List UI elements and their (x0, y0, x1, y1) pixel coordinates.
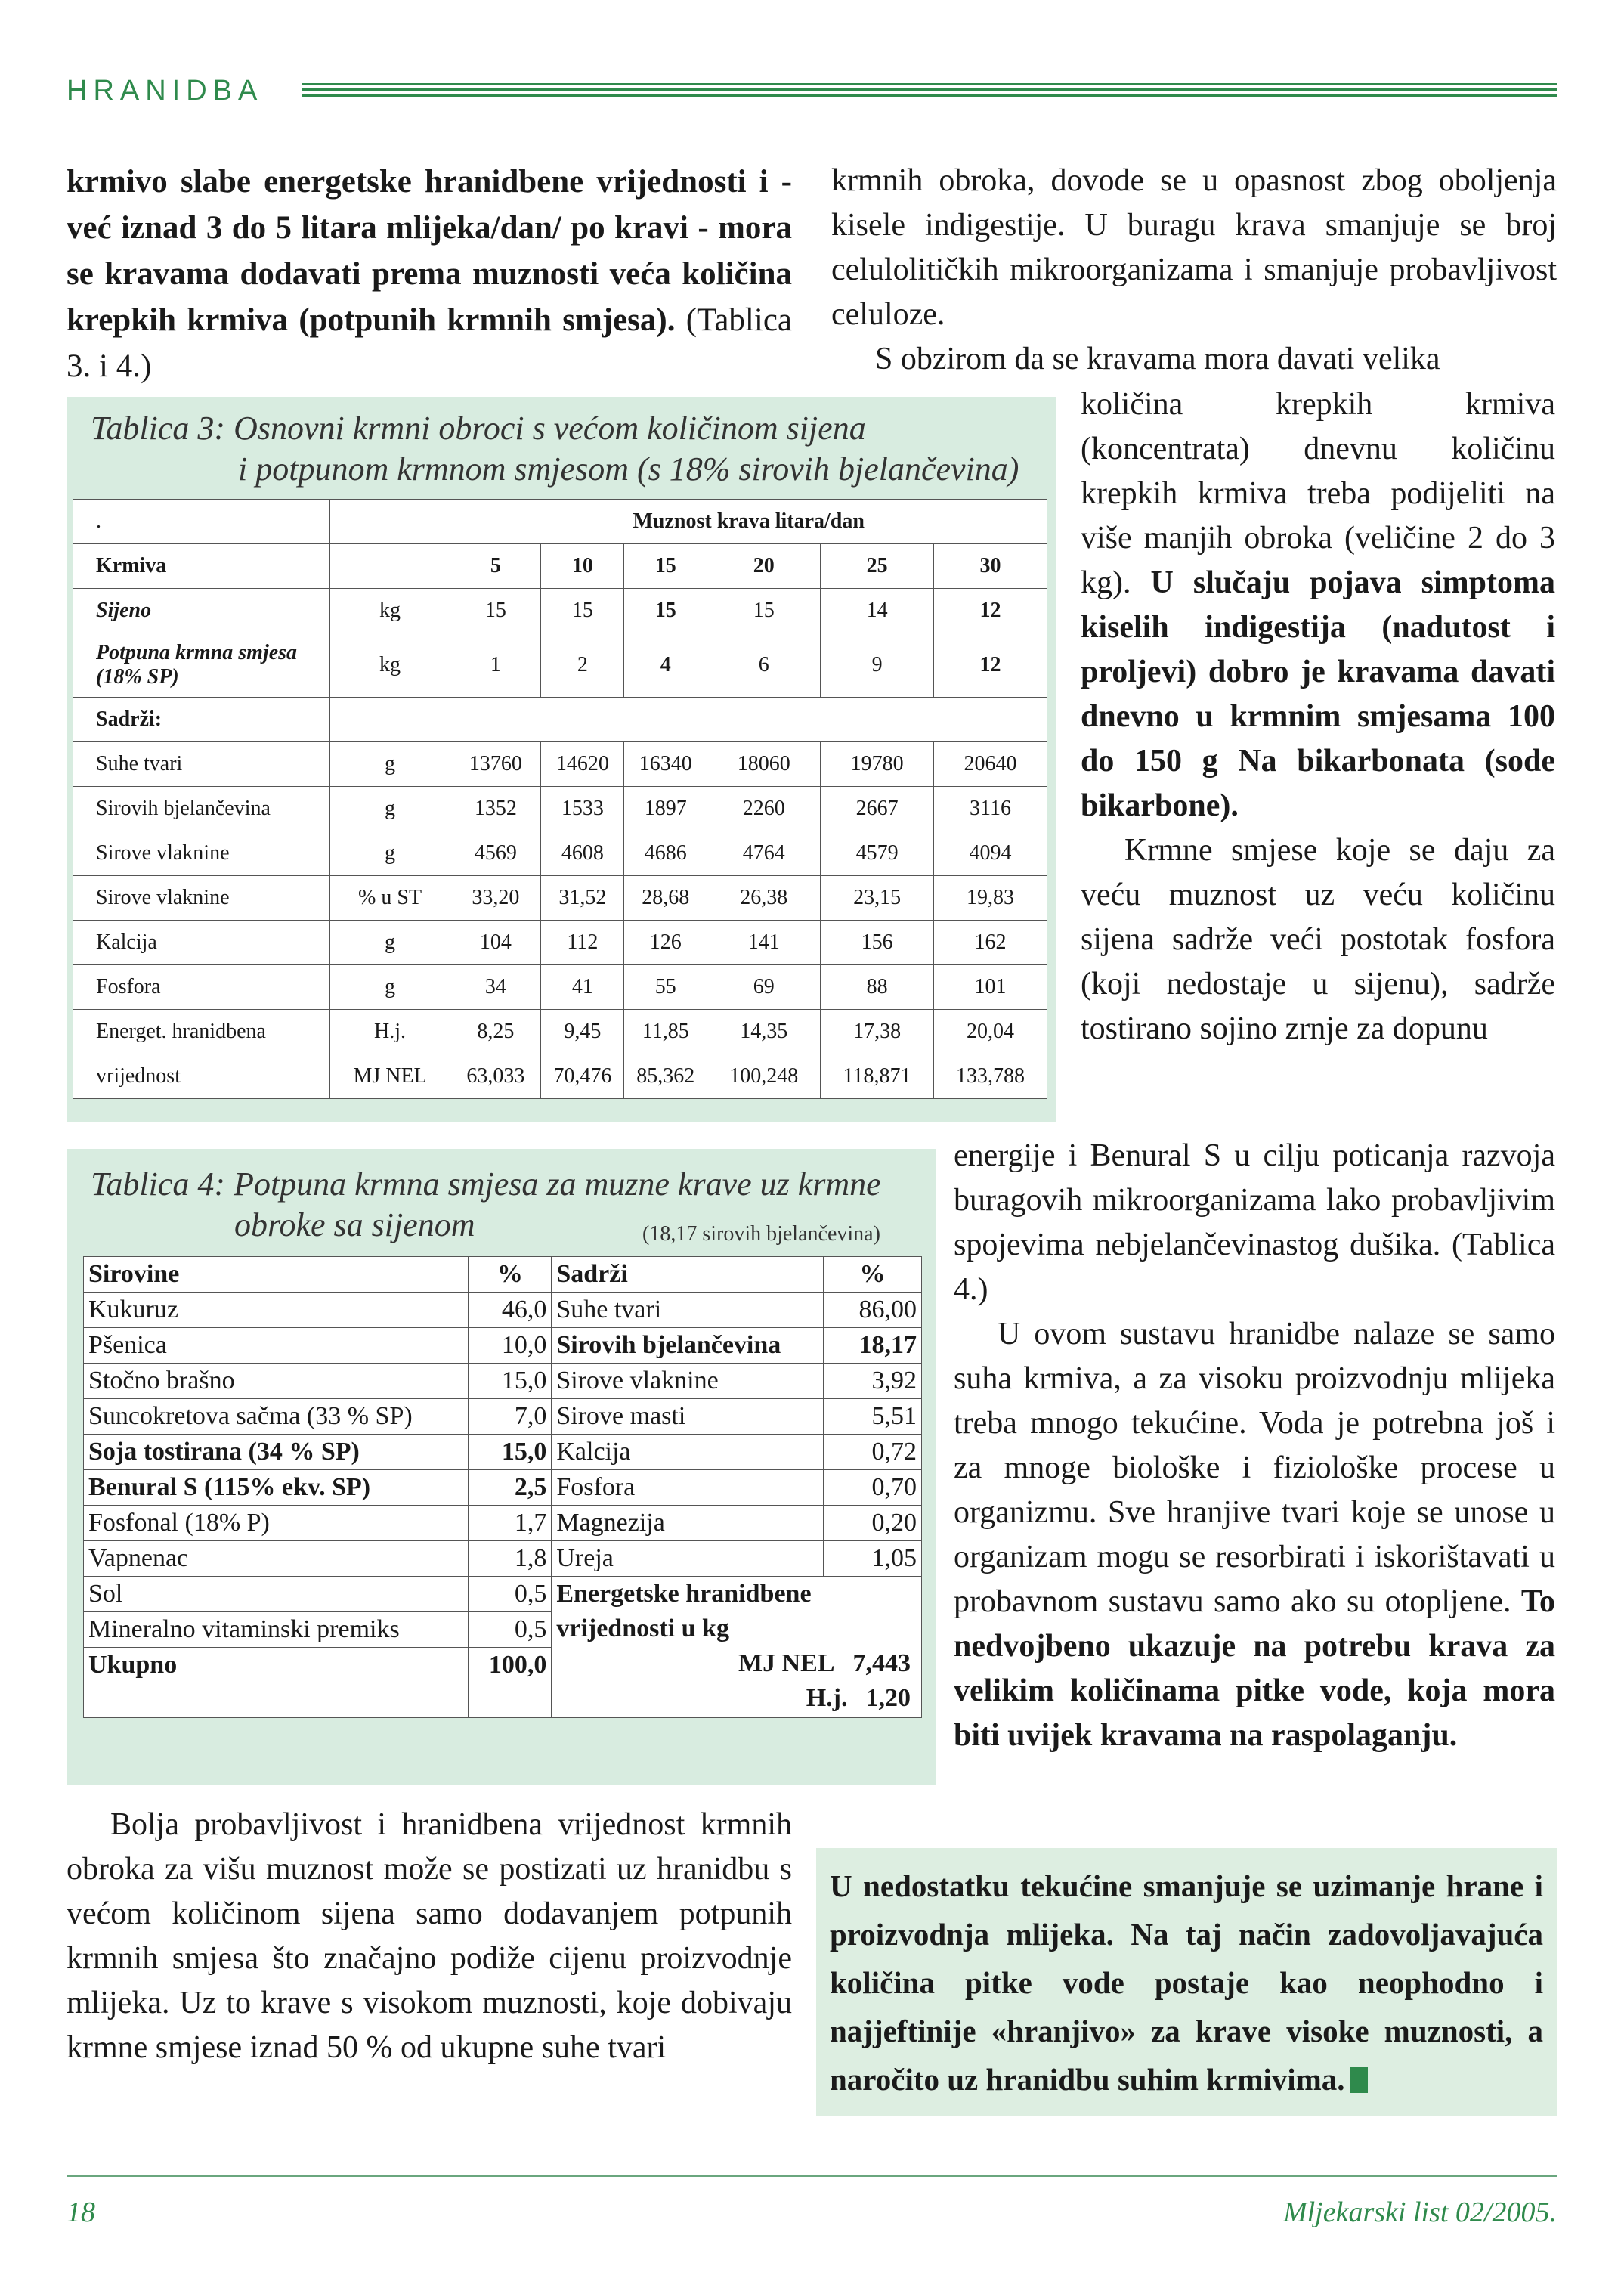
table3-header-row: . Muznost krava litara/dan (73, 500, 1047, 544)
table4-header-row: Sirovine % Sadrži % (84, 1257, 922, 1293)
table4-row: Ukupno 100,0 (84, 1648, 922, 1683)
table4-row: Stočno brašno 15,0 Sirove vlaknine 3,92 (84, 1364, 922, 1399)
col2-paragraph-1: krmnih obroka, dovode se u opasnost zbog oboljenja kisele indigestije. U buragu krava smanjuje se broj celulolitičkih mikroorganizama i smanjuje probavljivost celuloze. (831, 163, 1557, 332)
table3 (73, 499, 1047, 1099)
col2-mid: količina krepkih krmiva (koncentrata) dnevnu količinu krepkih krmiva treba podijeliti na više manjih obroka (veličine 2 do 3 kg). U slučaju pojava simptoma kiselih indigestija (nadutost i proljevi) dobro je kravama davati dnevno u krmnim smjesama 100 do 150 g Na bikarbonata (sode bikarbone). Krmne smjese koje se daju za veću muznost uz veću količinu sijena sadrže veći postotak fosfora (koji nedostaje u sijenu), sadrže tostirano sojino zrnje za dopunu (1081, 382, 1555, 1051)
page-number: 18 (67, 2196, 95, 2228)
col2-paragraph-3-cont: energije i Benural S u cilju poticanja razvoja buragovih mikroorganizama lako probavljivim spojevima nebjelančevinastog dušika. (Tablica 4.) (954, 1138, 1555, 1307)
table4-energy-cell: Energetske hranidbene vrijednosti u kg MJ NEL 7,443 H.j. 1,20 (552, 1577, 922, 1718)
table4-note: (18,17 sirovih bjelančevina) (642, 1222, 880, 1246)
col1-intro: krmivo slabe energetske hranidbene vrijednosti i - već iznad 3 do 5 litara mlijeka/dan/ po kravi - mora se kravama dodavati prema muznosti veća količina krepkih krmiva (potpunih krmnih smjesa). (Tablica 3. i 4.) (67, 164, 792, 384)
table3-row: Sirovih bjelančevina g 1352 1533 1897 2260 2667 3116 (73, 787, 1047, 831)
table4-row: Soja tostirana (34 % SP) 15,0 Kalcija 0,72 (84, 1435, 922, 1470)
table3-row: Potpuna krmna smjesa (18% SP) kg 1 2 4 6 9 12 (73, 633, 1047, 698)
table3-row: Sijeno kg 15 15 15 15 14 12 (73, 589, 1047, 633)
header-rule (302, 83, 1557, 97)
journal-title: Mljekarski list 02/2005. (1282, 2196, 1557, 2228)
table3-row: Sirove vlaknine % u ST 33,20 31,52 28,68 26,38 23,15 19,83 (73, 876, 1047, 921)
col2-bold-water: To nedvojbeno ukazuje na potrebu krava za velikim količinama pitke vode, koja mora biti uvijek kravama na raspolaganju. (954, 1584, 1556, 1753)
table3-caption: Tablica 3: Osnovni krmni obroci s većom količinom sijena i potpunom krmnom smjesom (s 18% sirovih bjelančevina) (91, 410, 1019, 488)
table4-row: Sol 0,5 Energetske hranidbene vrijednosti u kg MJ NEL 7,443 H.j. 1,20 (84, 1577, 922, 1612)
table3-row: Kalcija g 104 112 126 141 156 162 (73, 921, 1047, 965)
table3-row: Energet. hranidbena H.j. 8,25 9,45 11,85 14,35 17,38 20,04 (73, 1010, 1047, 1054)
col2-paragraph-2-start: S obzirom da se kravama mora davati velika (875, 342, 1440, 376)
col2-paragraph-3: Krmne smjese koje se daju za veću muznost uz veću količinu sijena sadrže veći postotak fosfora (koji nedostaje u sijenu), sadrže tostirano sojino zrnje za dopunu (1081, 833, 1555, 1046)
table4-row: Suncokretova sačma (33 % SP) 7,0 Sirove masti 5,51 (84, 1399, 922, 1435)
table4-row: Fosfonal (18% P) 1,7 Magnezija 0,20 (84, 1506, 922, 1541)
table3-row: Suhe tvari g 13760 14620 16340 18060 19780 20640 (73, 742, 1047, 787)
table4-row: Vapnenac 1,8 Ureja 1,05 (84, 1541, 922, 1577)
table4-row: Mineralno vitaminski premiks 0,5 (84, 1612, 922, 1648)
table3-col-label: Krmiva (73, 544, 330, 589)
table4-row: Kukuruz 46,0 Suhe tvari 86,00 (84, 1293, 922, 1328)
table4-row: Benural S (115% ekv. SP) 2,5 Fosfora 0,70 (84, 1470, 922, 1506)
table-reference: (Tablica 3. i 4.) (67, 302, 792, 384)
end-mark-icon (1350, 2067, 1368, 2093)
table3-row: vrijednost MJ NEL 63,033 70,476 85,362 100,248 118,871 133,788 (73, 1054, 1047, 1099)
table4 (83, 1256, 922, 1718)
section-header: HRANIDBA (67, 75, 264, 107)
col1-bottom: Bolja probavljivost i hranidbena vrijednost krmnih obroka za višu muznost može se postizati uz hranidbu s većom količinom sijena samo dodavanjem potpunih krmnih smjesa što značajno podiže cijenu proizvodnje mlijeka. Uz to krave s visokom muznosti, koje dobivaju krmne smjese iznad 50 % od ukupne suhe tvari (67, 1807, 792, 2065)
table3-group-header: Muznost krava litara/dan (450, 500, 1047, 544)
table3-contents-row: Sadrži: (73, 698, 1047, 742)
table3-row: Fosfora g 34 41 55 69 88 101 (73, 965, 1047, 1010)
table3-levels-row: Krmiva 5 10 15 20 25 30 (73, 544, 1047, 589)
table4-row: Pšenica 10,0 Sirovih bjelančevina 18,17 (84, 1328, 922, 1364)
footer-rule (67, 2175, 1557, 2177)
col2-top (831, 159, 1557, 382)
callout-box: U nedostatku tekućine smanjuje se uzimanje hrane i proizvodnja mlijeka. Na taj način zadovoljavajuća količina pitke vode postaje kao neophodno i najjeftinije «hranjivo» za krave visoke muznosti, a naročito uz hranidbu suhim krmivima. (816, 1848, 1557, 2116)
table4-caption: Tablica 4: Potpuna krmna smjesa za muzne krave uz krmne obroke sa sijenom (91, 1166, 881, 1243)
table3-row: Sirove vlaknine g 4569 4608 4686 4764 4579 4094 (73, 831, 1047, 876)
col2-bold-advice: U slučaju pojava simptoma kiselih indigestija (nadutost i proljevi) dobro je kravama davati dnevno u krmnim smjesama 100 do 150 g Na bikarbonata (sode bikarbone). (1081, 565, 1555, 823)
col2-lower: energije i Benural S u cilju poticanja razvoja buragovih mikroorganizama lako probavljivim spojevima nebjelančevinastog dušika. (Tablica 4.) U ovom sustavu hranidbe nalaze se samo suha krmiva, a za visoku proizvodnju mlijeka treba mnogo tekućine. Voda je potrebna još i za mnoge biološke i fiziološke procese u organizmu. Sve hranjive tvari koje se unose u organizam mogu se resorbirati i iskorištavati u probavnom sustavu samo ako su otopljene. To nedvojbeno ukazuje na potrebu krava za velikim količinama pitke vode, koja mora biti uvijek kravama na raspolaganju. (954, 1134, 1555, 1758)
